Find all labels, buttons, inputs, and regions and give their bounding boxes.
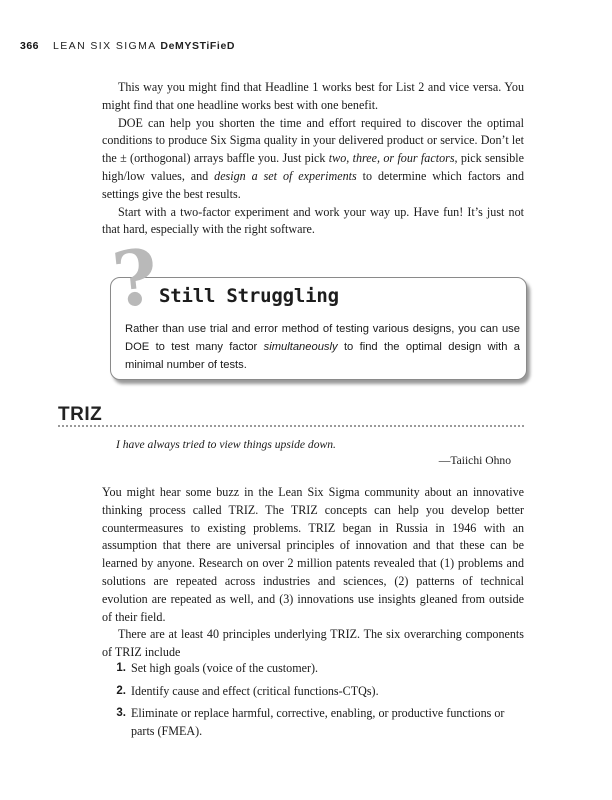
still-struggling-title: Still Struggling (159, 285, 339, 307)
triz-text (102, 484, 524, 662)
list-text: Eliminate or replace harmful, corrective, enabling, or productive functions or parts (FMEA). (131, 706, 505, 738)
section-divider (58, 425, 524, 427)
page-number: 366 (20, 40, 40, 52)
list-text: Identify cause and effect (critical functions-CTQs). (131, 683, 379, 698)
text-run: , pick sensible high/low values, and (102, 151, 524, 183)
list-item (102, 660, 524, 678)
list-text: Set high goals (voice of the customer). (131, 661, 319, 675)
triz-components-list (102, 660, 524, 745)
emphasis: simultaneously (263, 341, 338, 353)
list-number: 2. (116, 684, 126, 697)
section-heading: TRIZ (58, 404, 103, 425)
list-item (102, 683, 524, 701)
running-head (20, 40, 235, 56)
text-run: DOE can help you shorten the time and effort required to discover the optimal conditions to produce Six Sigma quality in your delivered product or service. Don’t let the ± (orthogonal) arrays baffle you. Just pick (102, 115, 524, 166)
list-number: 1. (116, 662, 126, 674)
emphasis: design a set of experiments (214, 168, 357, 183)
book-title-subtitle: DeMYSTiFieD (160, 40, 236, 52)
text-run: to find the optimal design with a minimal number of tests. (125, 341, 521, 371)
text-run: to determine which factors and settings give the best results. (102, 168, 524, 201)
list-number: 3. (116, 707, 126, 720)
text-run: Rather than use trial and error method of testing various designs, you can use DOE to test many factor (125, 323, 520, 353)
paragraph: There are at least 40 principles underlying TRIZ. The six overarching components of TRIZ include (102, 627, 524, 660)
epigraph-author: —Taiichi Ohno (438, 454, 511, 467)
emphasis: two, three, or four factors (328, 151, 455, 166)
still-struggling-text (125, 320, 520, 374)
book-title-main: LEAN SIX SIGMA (53, 40, 157, 52)
book-title (53, 40, 235, 52)
paragraph: Start with a two-factor experiment and work your way up. Have fun! It’s just not that hard, especially with the right software. (102, 204, 524, 237)
paragraph-doe (102, 115, 524, 204)
paragraph: You might hear some buzz in the Lean Six Sigma community about an innovative thinking process called TRIZ. The TRIZ concepts can help you develop better countermeasures to existing problems. TRIZ began in Russia in 1946 with an assumption that there are universal principles of innovation and that these can be learned by anyone. Research on over 2 million patents revealed that (1) problems and solutions are repeated across industries and sciences, (2) patterns of technical evolution are repeated as well, and (3) innovations use insights gleaned from outside of their field. (102, 485, 524, 624)
epigraph: I have always tried to view things upside down. (116, 438, 336, 451)
list-item (102, 705, 524, 740)
question-mark-icon: ? (108, 231, 163, 325)
intro-text (102, 79, 524, 239)
paragraph: This way you might find that Headline 1 works best for List 2 and vice versa. You might find that one headline works best with one benefit. (102, 80, 524, 112)
